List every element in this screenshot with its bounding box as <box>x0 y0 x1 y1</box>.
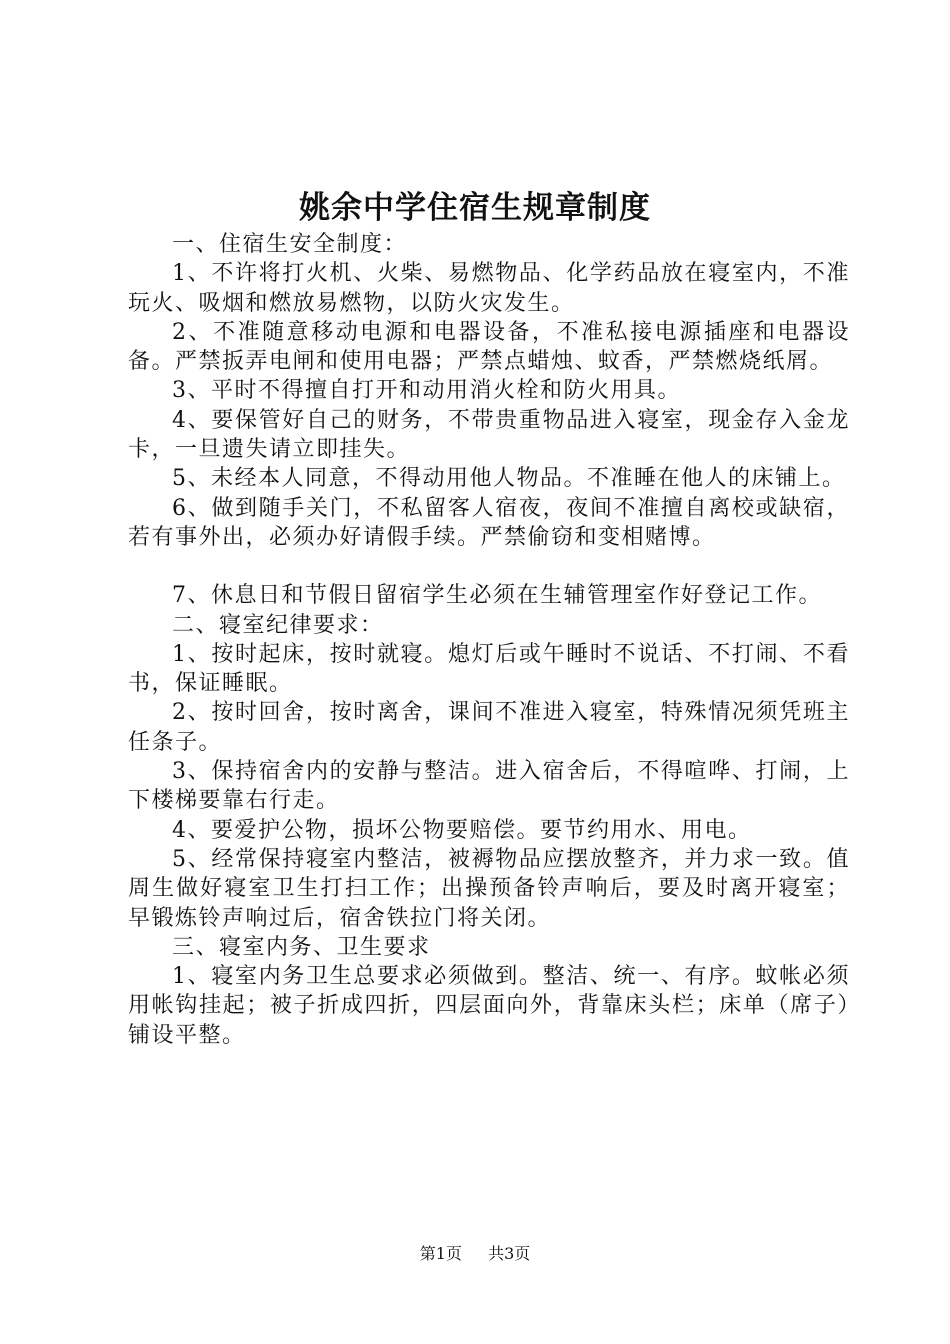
rule-paragraph: 1、不许将打火机、火柴、易燃物品、化学药品放在寝室内，不准玩火、吸烟和燃放易燃物，以防火灾发生。 <box>128 261 850 316</box>
rule-paragraph: 6、做到随手关门，不私留客人宿夜，夜间不准擅自离校或缺宿，若有事外出，必须办好请假手续。严禁偷窃和变相赌博。 <box>128 495 850 550</box>
page-footer <box>0 1243 950 1265</box>
document-title: 姚余中学住宿生规章制度 <box>299 190 651 226</box>
rule-paragraph: 5、经常保持寝室内整洁，被褥物品应摆放整齐，并力求一致。值周生做好寝室卫生打扫工作；出操预备铃声响后，要及时离开寝室；早锻炼铃声响过后，宿舍铁拉门将关闭。 <box>128 846 850 931</box>
document-body <box>128 230 850 1050</box>
rule-paragraph: 4、要保管好自己的财务，不带贵重物品进入寝室，现金存入金龙卡，一旦遗失请立即挂失。 <box>128 407 850 463</box>
page-separator <box>467 1244 483 1263</box>
rule-paragraph: 3、平时不得擅自打开和动用消火栓和防火用具。 <box>172 378 681 404</box>
rule-paragraph: 2、不准随意移动电源和电器设备，不准私接电源插座和电器设备。严禁扳弄电闸和使用电器；严禁点蜡烛、蚊香，严禁燃烧纸屑。 <box>128 319 850 375</box>
rule-paragraph: 2、按时回舍，按时离舍，课间不准进入寝室，特殊情况须凭班主任条子。 <box>128 700 850 755</box>
rule-paragraph: 3、保持宿舍内的安静与整洁。进入宿舍后，不得喧哗、打闹，上下楼梯要靠右行走。 <box>128 759 850 814</box>
rule-paragraph: 5、未经本人同意，不得动用他人物品。不准睡在他人的床铺上。 <box>172 466 846 492</box>
rule-paragraph: 4、要爱护公物，损坏公物要赔偿。要节约用水、用电。 <box>172 817 752 843</box>
page-total: 共3页 <box>488 1244 531 1263</box>
rule-paragraph: 7、休息日和节假日留宿学生必须在生辅管理室作好登记工作。 <box>172 583 822 609</box>
page-number: 第1页 <box>419 1244 462 1263</box>
section-heading-safety: 一、住宿生安全制度： <box>172 232 408 257</box>
section-heading-hygiene: 三、寝室内务、卫生要求 <box>172 934 431 960</box>
section-heading-discipline: 二、寝室纪律要求： <box>172 612 384 638</box>
rule-paragraph: 1、按时起床，按时就寝。熄灯后或午睡时不说话、不打闹、不看书，保证睡眠。 <box>128 641 850 697</box>
rule-paragraph: 1、寝室内务卫生总要求必须做到。整洁、统一、有序。蚊帐必须用帐钩挂起；被子折成四折，四层面向外，背靠床头栏；床单（席子）铺设平整。 <box>128 964 850 1048</box>
